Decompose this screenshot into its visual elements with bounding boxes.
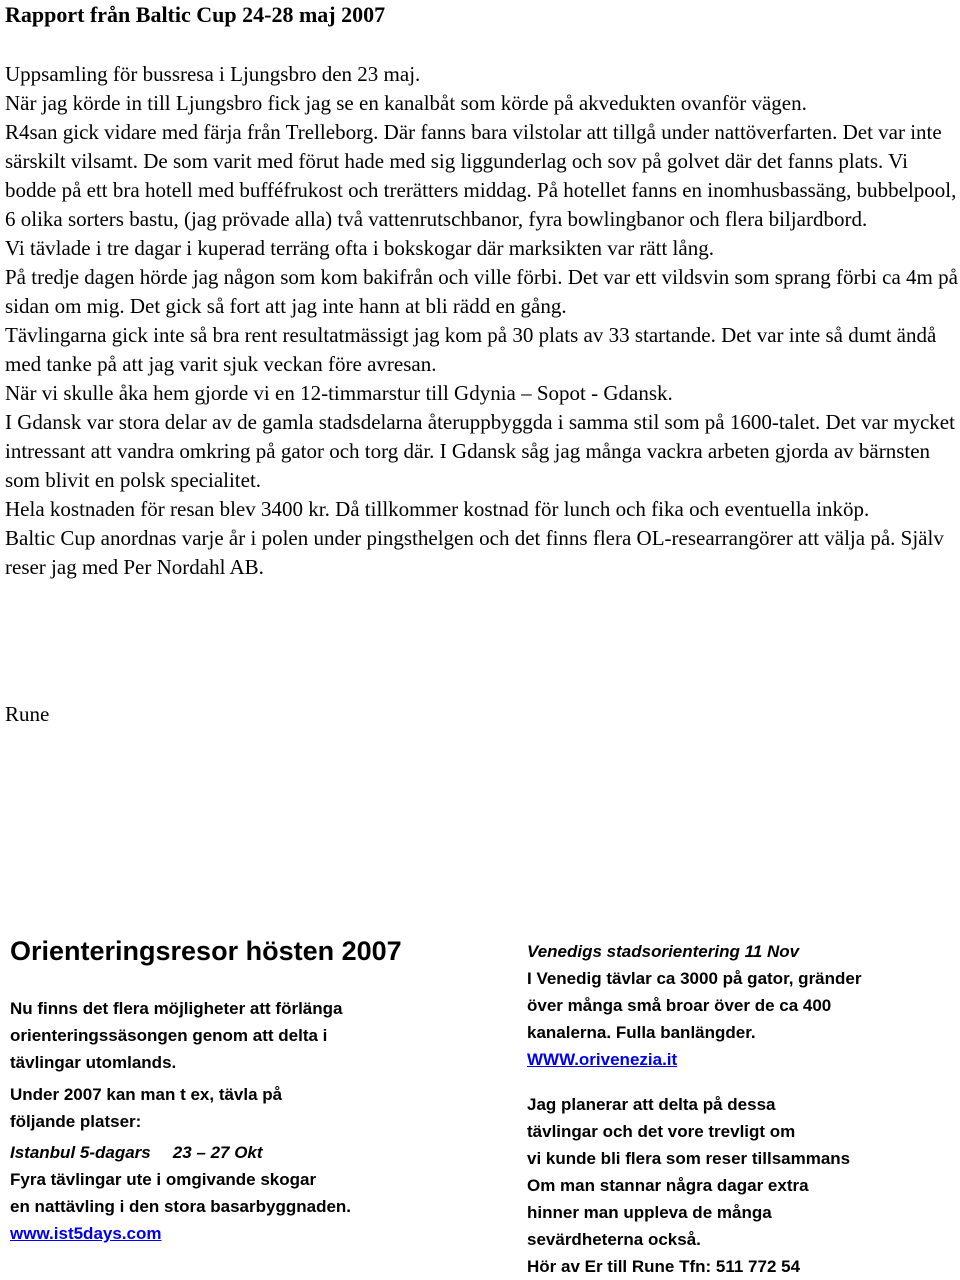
plan-line: Om man stannar några dagar extra (527, 1176, 809, 1195)
ad-intro-line: Nu finns det flera möjligheter att förlänga (10, 999, 343, 1018)
venice-link[interactable]: WWW.orivenezia.it (527, 1050, 678, 1069)
event-istanbul (10, 1139, 480, 1166)
report-paragraph: R4san gick vidare med färja från Trelleborg. Där fanns bara vilstolar att tillgå under nattöverfarten. Det var inte särskilt vilsamt. De som varit med förut hade med sig liggunderlag och sov på golvet där det fanns plats. Vi bodde på ett bra hotell med bufféfrukost och trerätters middag. På hotellet fanns en inomhusbassäng, bubbelpool, 6 olika sorters bastu, (jag prövade alla) två vattenrutschbanor, fyra bowlingbanor och flera biljardbord. (5, 120, 957, 231)
ad-venice (527, 938, 952, 1280)
report-paragraph: När jag körde in till Ljungsbro fick jag se en kanalbåt som körde på akvedukten ovanför vägen. (5, 91, 807, 115)
report-paragraph: I Gdansk var stora delar av de gamla stadsdelarna återuppbyggda i samma stil som på 1600-talet. Det var mycket intressant att vandra omkring på gator och torg där. I Gdansk såg jag många vackra arbeten gjorda av bärnsten som blivit en polsk specialitet. (5, 410, 955, 492)
ad-istanbul (10, 935, 480, 1247)
ad-places-line: Under 2007 kan man t ex, tävla på (10, 1085, 283, 1104)
plan-line: tävlingar och det vore trevligt om (527, 1122, 796, 1141)
ad-intro-line: tävlingar utomlands. (10, 1053, 177, 1072)
ad-places-line: följande platser: (10, 1112, 142, 1131)
plan-line: vi kunde bli flera som reser tillsammans (527, 1149, 851, 1168)
report-paragraph: När vi skulle åka hem gjorde vi en 12-timmarstur till Gdynia – Sopot - Gdansk. (5, 381, 673, 405)
report-paragraph: På tredje dagen hörde jag någon som kom bakifrån och ville förbi. Det var ett vildsvin som sprang förbi ca 4m på sidan om mig. Det gick så fort att jag inte hann at bli rädd en gång. (5, 265, 958, 318)
plan-line: sevärdheterna också. (527, 1230, 701, 1249)
contact-line: Hör av Er till Rune Tfn: 511 772 54 (527, 1257, 801, 1276)
ad-intro-line: orienteringssäsongen genom att delta i (10, 1026, 328, 1045)
venice-description: I Venedig tävlar ca 3000 på gator, gränder (527, 969, 862, 988)
venice-event-title: Venedigs stadsorientering 11 Nov (527, 942, 800, 961)
plan-line: Jag planerar att delta på dessa (527, 1095, 776, 1114)
report-paragraph: Tävlingarna gick inte så bra rent resultatmässigt jag kom på 30 plats av 33 startande. Det var inte så dumt ändå med tanke på att jag varit sjuk veckan före avresan. (5, 323, 937, 376)
istanbul-link[interactable]: www.ist5days.com (10, 1224, 162, 1243)
report-body (5, 60, 960, 582)
plan-line: hinner man uppleva de många (527, 1203, 772, 1222)
venice-description: kanalerna. Fulla banlängder. (527, 1023, 756, 1042)
event-description: Fyra tävlingar ute i omgivande skogar (10, 1170, 317, 1189)
report-paragraph: Uppsamling för bussresa i Ljungsbro den 23 maj. (5, 62, 421, 86)
report-paragraph: Vi tävlade i tre dagar i kuperad terräng ofta i bokskogar där marksikten var rätt lång. (5, 236, 714, 260)
ad-heading: Orienteringsresor hösten 2007 (10, 936, 402, 966)
report-paragraph: Hela kostnaden för resan blev 3400 kr. Då tillkommer kostnad för lunch och fika och eventuella inköp. (5, 497, 870, 521)
signature: Rune (5, 702, 50, 726)
event-name: Istanbul 5-dagars (10, 1143, 151, 1162)
event-date: 23 – 27 Okt (172, 1143, 263, 1162)
venice-description: över många små broar över de ca 400 (527, 996, 832, 1015)
report-paragraph: Baltic Cup anordnas varje år i polen under pingsthelgen och det finns flera OL-researrangörer att välja på. Själv reser jag med Per Nordahl AB. (5, 526, 944, 579)
report-title: Rapport från Baltic Cup 24-28 maj 2007 (5, 2, 386, 27)
event-description: en nattävling i den stora basarbyggnaden. (10, 1197, 352, 1216)
